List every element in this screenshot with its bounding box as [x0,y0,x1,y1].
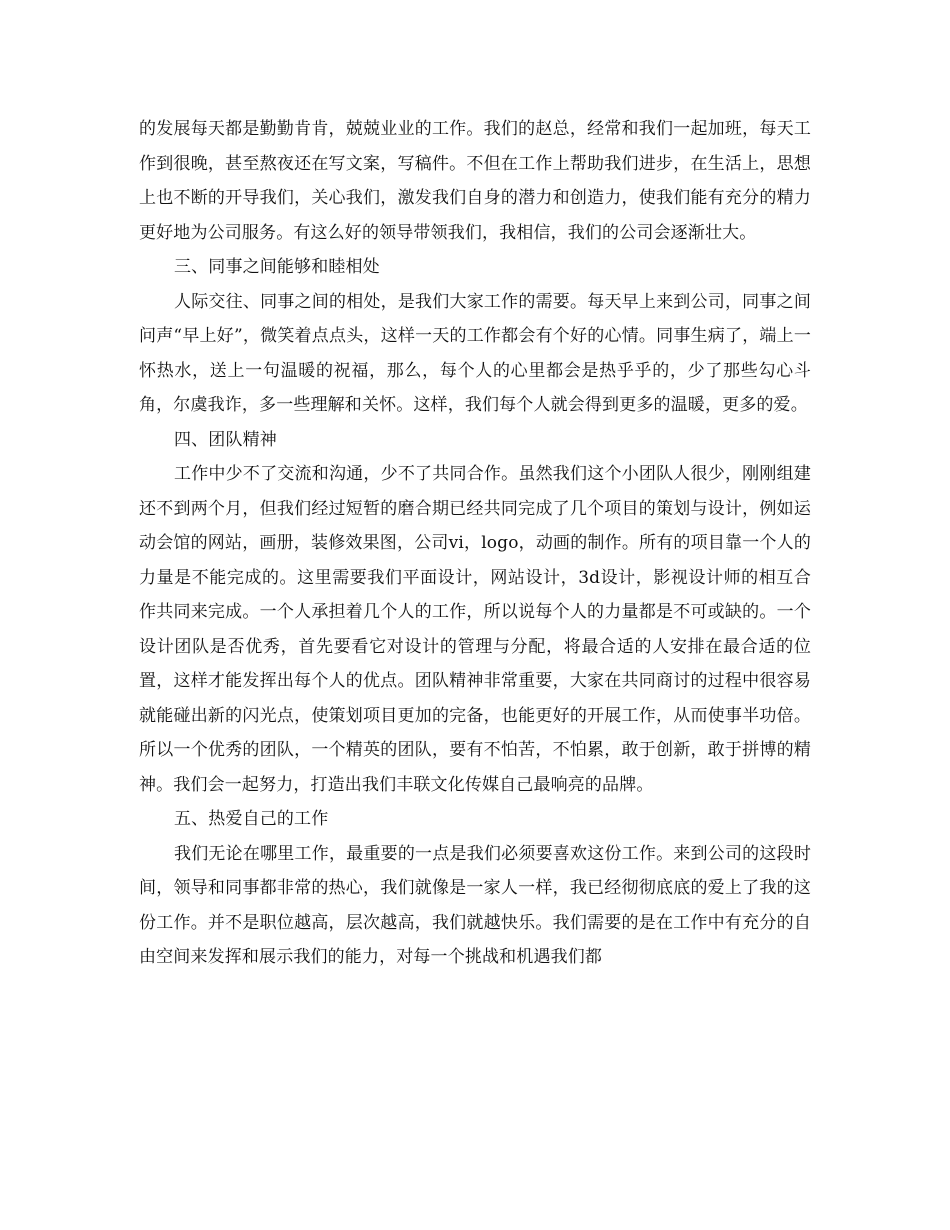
paragraph-team-spirit: 工作中少不了交流和沟通，少不了共同合作。虽然我们这个小团队人很少，刚刚组建还不到两个月，但我们经过短暂的磨合期已经共同完成了几个项目的策划与设计，例如运动会馆的网站，画册，装修效果图，公司vi，logo，动画的制作。所有的项目靠一个人的力量是不能完成的。这里需要我们平面设计，网站设计，3d设计，影视设计师的相互合作共同来完成。一个人承担着几个人的工作，所以说每个人的力量都是不可或缺的。一个设计团队是否优秀，首先要看它对设计的管理与分配，将最合适的人安排在最合适的位置，这样才能发挥出每个人的优点。团队精神非常重要，大家在共同商讨的过程中很容易就能碰出新的闪光点，使策划项目更加的完备，也能更好的开展工作，从而使事半功倍。所以一个优秀的团队，一个精英的团队，要有不怕苦，不怕累，敢于创新，敢于拼博的精神。我们会一起努力，打造出我们丰联文化传媒自己最响亮的品牌。 [139,464,811,795]
section-heading-5: 五、热爱自己的工作 [174,809,329,829]
paragraph-colleagues: 人际交往、同事之间的相处，是我们大家工作的需要。每天早上来到公司，同事之间问声“早上好”，微笑着点点头，这样一天的工作都会有个好的心情。同事生病了，端上一怀热水，送上一句温暖的祝福，那么，每个人的心里都会是热乎乎的，少了那些勾心斗角，尔虞我诈，多一些理解和关怀。这样，我们每个人就会得到更多的温暖，更多的爱。 [139,291,811,415]
section-heading-3: 三、同事之间能够和睦相处 [174,257,380,277]
paragraph-continued: 的发展每天都是勤勤肯肯，兢兢业业的工作。我们的赵总，经常和我们一起加班，每天工作到很晚，甚至熬夜还在写文案，写稿件。不但在工作上帮助我们进步，在生活上，思想上也不断的开导我们，关心我们，激发我们自身的潜力和创造力，使我们能有充分的精力更好地为公司服务。有这么好的领导带领我们，我相信，我们的公司会逐渐壮大。 [139,119,811,243]
document-body [139,112,811,975]
section-heading-4: 四、团队精神 [174,429,277,450]
paragraph-love-work: 我们无论在哪里工作，最重要的一点是我们必须要喜欢这份工作。来到公司的这段时间，领导和同事都非常的热心，我们就像是一家人一样，我已经彻彻底底的爱上了我的这份工作。并不是职位越高，层次越高，我们就越快乐。我们需要的是在工作中有充分的自由空间来发挥和展示我们的能力，对每一个挑战和机遇我们都 [139,843,811,967]
